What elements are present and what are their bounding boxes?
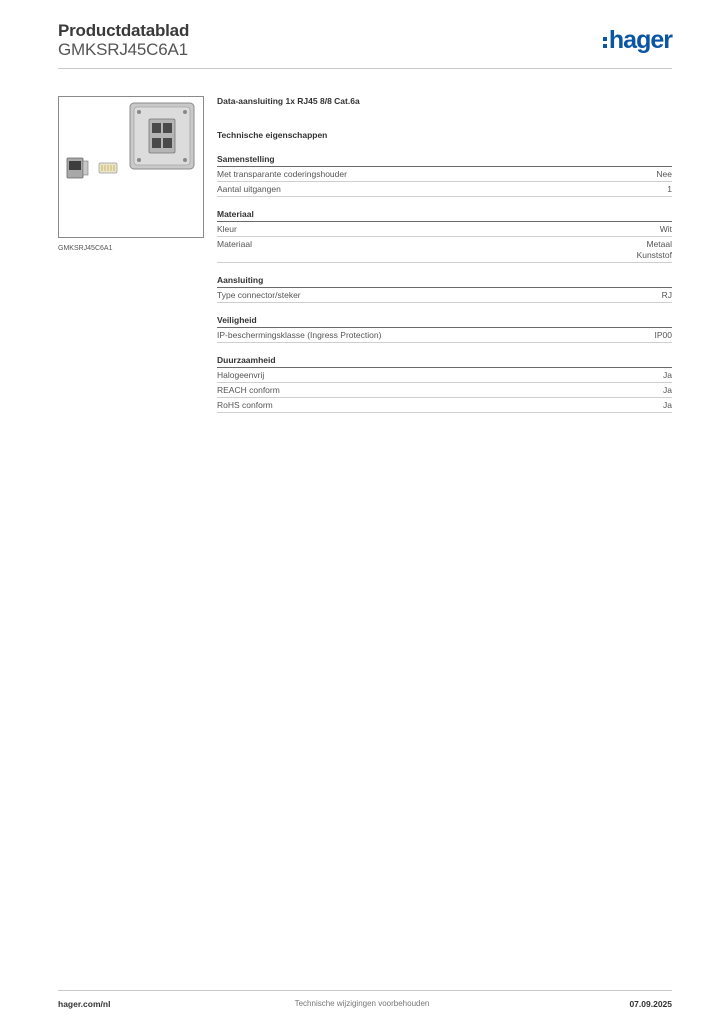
- row-value: IP00: [654, 330, 672, 340]
- row-label: Aantal uitgangen: [217, 184, 281, 194]
- section-title: Duurzaamheid: [217, 355, 672, 368]
- logo-colon-icon: [603, 37, 607, 48]
- table-row: [217, 167, 672, 182]
- table-row: [217, 182, 672, 197]
- logo-text: hager: [608, 26, 672, 54]
- table-row: [217, 328, 672, 343]
- footer-divider: [58, 990, 672, 991]
- product-photo-icon: [59, 97, 203, 237]
- row-value: RJ: [661, 290, 672, 300]
- table-row: [217, 398, 672, 413]
- row-value: Wit: [659, 224, 672, 234]
- image-caption: GMKSRJ45C6A1: [58, 245, 113, 252]
- header-divider: [58, 68, 672, 69]
- row-label: REACH conform: [217, 385, 280, 395]
- tech-properties-title: Technische eigenschappen: [217, 130, 328, 140]
- row-label: Materiaal: [217, 239, 252, 249]
- footer-website-link[interactable]: hager.com/nl: [58, 999, 111, 1009]
- section-materiaal: [217, 209, 672, 263]
- section-duurzaamheid: [217, 355, 672, 413]
- product-description: Data-aansluiting 1x RJ45 8/8 Cat.6a: [217, 96, 360, 106]
- section-aansluiting: [217, 275, 672, 303]
- table-row: [217, 237, 672, 263]
- footer-notice: Technische wijzigingen voorbehouden: [294, 999, 430, 1008]
- row-label: Halogeenvrij: [217, 370, 265, 380]
- section-title: Materiaal: [217, 209, 672, 222]
- section-title: Veiligheid: [217, 315, 672, 328]
- row-label: Kleur: [217, 224, 237, 234]
- row-value: Kunststof: [636, 250, 672, 260]
- page-title: Productdatablad: [58, 21, 190, 40]
- table-row: [217, 383, 672, 398]
- row-value: Metaal: [646, 239, 672, 249]
- product-image: [58, 96, 204, 238]
- row-label: Type connector/steker: [217, 290, 301, 300]
- row-label: Met transparante coderingshouder: [217, 169, 347, 179]
- footer-date: 07.09.2025: [629, 999, 672, 1009]
- section-veiligheid: [217, 315, 672, 343]
- table-row: [217, 368, 672, 383]
- table-row: [217, 288, 672, 303]
- row-value: 1: [667, 184, 672, 194]
- row-value: Ja: [663, 370, 672, 380]
- row-value: Ja: [663, 385, 672, 395]
- section-title: Samenstelling: [217, 154, 672, 167]
- hager-logo: [603, 28, 672, 53]
- table-row: [217, 222, 672, 237]
- section-title: Aansluiting: [217, 275, 672, 288]
- product-code: GMKSRJ45C6A1: [58, 40, 188, 59]
- row-value: Nee: [656, 169, 672, 179]
- product-details: [217, 96, 672, 413]
- row-value: Ja: [663, 400, 672, 410]
- row-value-multi: [637, 239, 672, 261]
- row-label: RoHS conform: [217, 400, 273, 410]
- row-label: IP-beschermingsklasse (Ingress Protection): [217, 330, 382, 340]
- section-samenstelling: [217, 154, 672, 197]
